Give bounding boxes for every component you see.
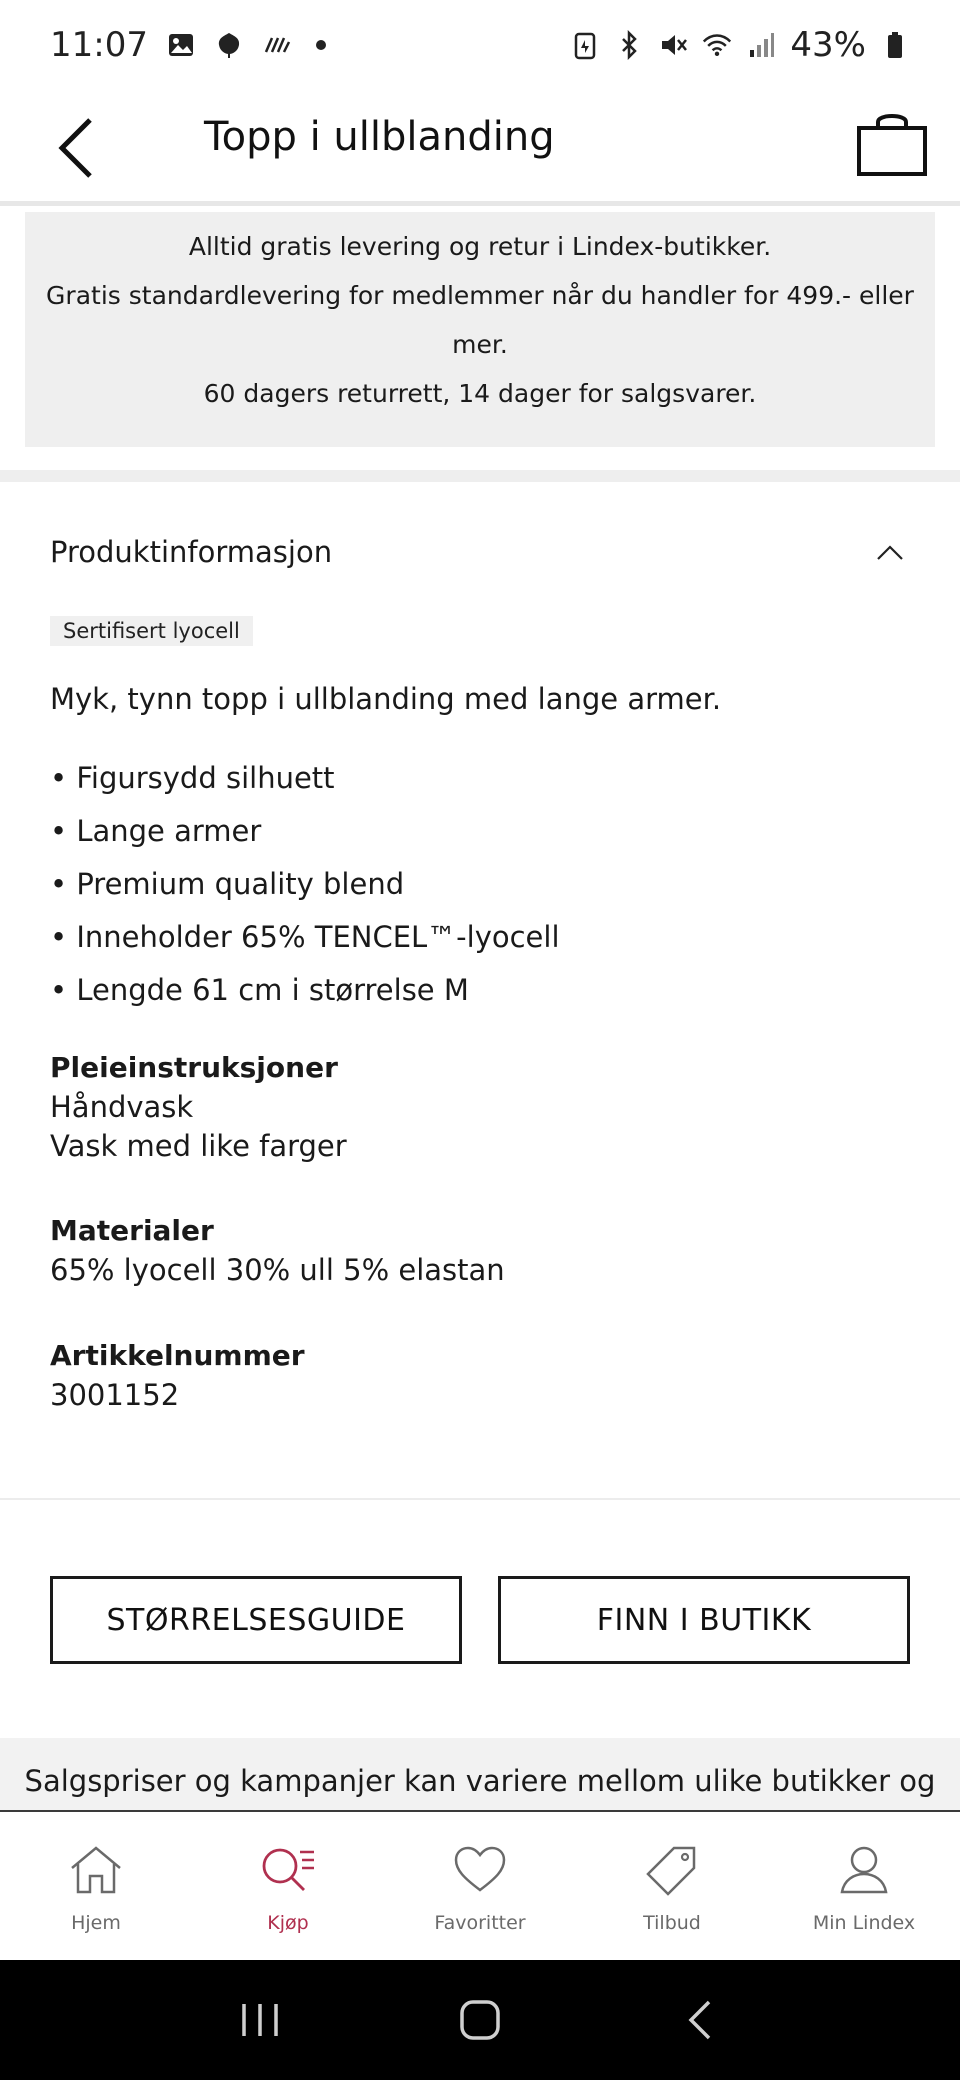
status-bar — [0, 0, 960, 90]
user-icon — [832, 1840, 896, 1900]
search-list-icon — [256, 1840, 320, 1900]
section-title: Produktinformasjon — [50, 535, 333, 569]
feature-item: • Lengde 61 cm i størrelse M — [50, 973, 469, 1007]
feature-item: • Inneholder 65% TENCEL™-lyocell — [50, 920, 560, 954]
materials — [50, 1211, 505, 1290]
nav-item-favorites[interactable] — [384, 1812, 576, 1960]
page-title: Topp i ullblanding — [204, 114, 555, 160]
care-instructions — [50, 1048, 347, 1166]
size-guide-button[interactable]: STØRRELSESGUIDE — [50, 1576, 462, 1664]
notification-dot-icon — [316, 40, 326, 50]
price-disclaimer: Salgspriser og kampanjer kan variere mellom ulike butikker og — [0, 1738, 960, 1810]
nav-label: Hjem — [71, 1912, 121, 1934]
chevron-left-icon — [56, 116, 96, 180]
shopping-bag-icon — [856, 110, 928, 178]
find-in-store-button[interactable]: FINN I BUTIKK — [498, 1576, 910, 1664]
system-nav-bar — [0, 1960, 960, 2080]
product-info-toggle[interactable] — [50, 520, 910, 584]
heart-icon — [448, 1840, 512, 1900]
battery-percent: 43% — [790, 25, 866, 65]
nav-item-home[interactable] — [0, 1812, 192, 1960]
feature-list — [50, 752, 560, 1017]
feature-item: • Figursydd silhuett — [50, 761, 335, 795]
nav-label: Kjøp — [267, 1912, 309, 1934]
care-line: Håndvask — [50, 1090, 194, 1124]
recent-apps-button[interactable] — [220, 1980, 300, 2060]
shopping-bag-button[interactable] — [850, 102, 934, 186]
materials-heading: Materialer — [50, 1214, 214, 1247]
mute-icon — [658, 30, 688, 60]
nav-label: Favoritter — [434, 1912, 526, 1934]
nav-item-shop[interactable] — [192, 1812, 384, 1960]
home-icon — [64, 1840, 128, 1900]
care-heading: Pleieinstruksjoner — [50, 1051, 338, 1084]
status-time: 11:07 — [50, 25, 148, 65]
nav-item-offers[interactable] — [576, 1812, 768, 1960]
article-value: 3001152 — [50, 1378, 180, 1412]
recent-apps-icon — [238, 2000, 282, 2040]
chevron-up-icon — [870, 532, 910, 572]
delivery-line: mer. — [452, 330, 508, 359]
battery-icon — [880, 30, 910, 60]
back-system-button[interactable] — [660, 1980, 740, 2060]
certification-badge: Sertifisert lyocell — [50, 616, 253, 646]
wifi-icon — [702, 30, 732, 60]
back-arrow-icon — [685, 1998, 715, 2042]
tag-icon — [640, 1840, 704, 1900]
care-line: Vask med like farger — [50, 1129, 347, 1163]
nav-label: Tilbud — [643, 1912, 701, 1934]
article-heading: Artikkelnummer — [50, 1339, 305, 1372]
feature-item: • Lange armer — [50, 814, 262, 848]
feature-item: • Premium quality blend — [50, 867, 405, 901]
product-description: Myk, tynn topp i ullblanding med lange armer. — [50, 682, 722, 716]
delivery-line: Alltid gratis levering og retur i Lindex-butikker. — [188, 232, 772, 261]
divider — [0, 1498, 960, 1500]
signal-lines-icon — [262, 30, 292, 60]
home-system-button[interactable] — [440, 1980, 520, 2060]
cell-signal-icon — [746, 30, 776, 60]
delivery-line: 60 dagers returrett, 14 dager for salgsvarer. — [203, 379, 757, 408]
delivery-info-panel — [25, 212, 935, 447]
app-header — [0, 90, 960, 206]
leaf-icon — [214, 30, 244, 60]
materials-value: 65% lyocell 30% ull 5% elastan — [50, 1253, 505, 1287]
article-number — [50, 1336, 305, 1415]
nav-item-account[interactable] — [768, 1812, 960, 1960]
section-divider — [0, 470, 960, 482]
delivery-line: Gratis standardlevering for medlemmer når du handler for 499.- eller — [46, 281, 914, 310]
bottom-nav — [0, 1810, 960, 1960]
gallery-icon — [166, 30, 196, 60]
nav-label: Min Lindex — [812, 1912, 916, 1934]
bluetooth-icon — [614, 30, 644, 60]
back-button[interactable] — [44, 108, 108, 188]
battery-saver-icon — [570, 30, 600, 60]
home-square-icon — [458, 1998, 502, 2042]
